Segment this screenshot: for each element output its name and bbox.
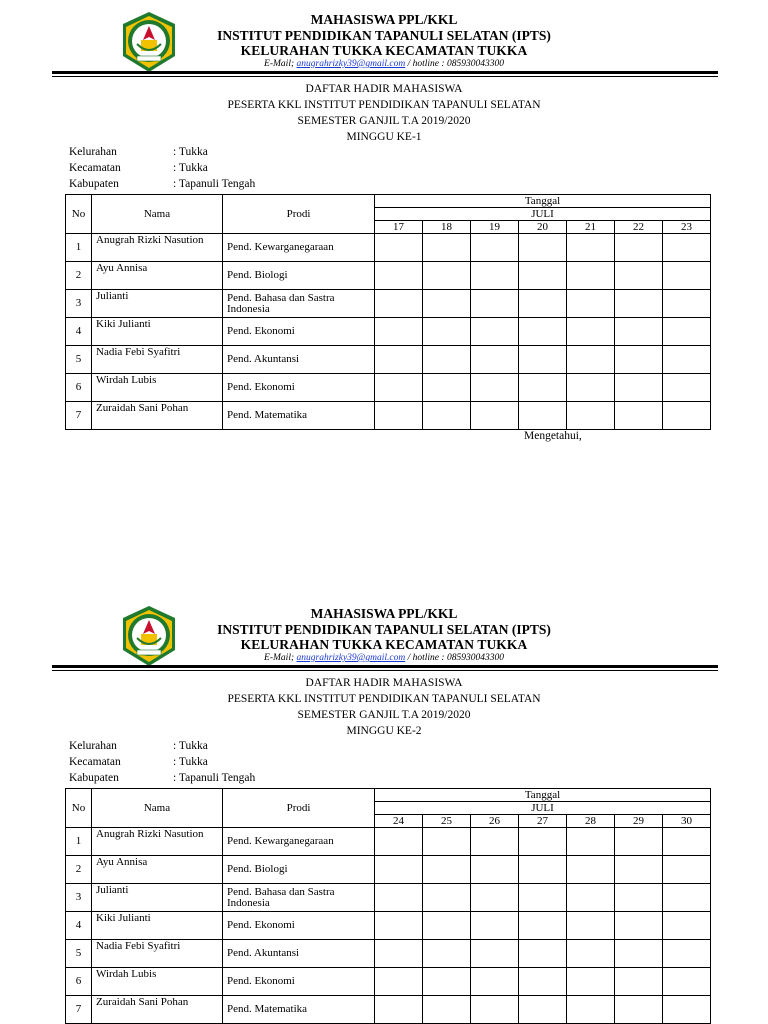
- table-row: 3 Julianti Pend. Bahasa dan Sastra Indonesia: [66, 884, 711, 912]
- sheet-title: DAFTAR HADIR MAHASISWA: [305, 83, 463, 95]
- attendance-cell: [471, 234, 519, 262]
- attendance-cell: [663, 402, 711, 430]
- attendance-cell: [567, 856, 615, 884]
- email-link[interactable]: anugrahrizky39@gmail.com: [296, 59, 406, 69]
- attendance-cell: [567, 402, 615, 430]
- info-kecamatan: Kecamatan : Tukka: [69, 162, 208, 174]
- attendance-cell: [567, 912, 615, 940]
- attendance-cell: [375, 262, 423, 290]
- sheet-week: MINGGU KE-1: [346, 131, 422, 143]
- attendance-cell: [375, 856, 423, 884]
- letterhead-contact: E-Mail; anugrahrizky39@gmail.com / hotline : 085930043300: [264, 653, 504, 663]
- attendance-cell: [471, 996, 519, 1024]
- date-cell: 26: [471, 815, 519, 828]
- letterhead-rule: [52, 665, 718, 668]
- attendance-cell: [423, 828, 471, 856]
- attendance-cell: [615, 968, 663, 996]
- attendance-cell: [567, 290, 615, 318]
- table-row: 4 Kiki Julianti Pend. Ekonomi: [66, 912, 711, 940]
- sheet-week: MINGGU KE-2: [346, 725, 422, 737]
- attendance-cell: [615, 262, 663, 290]
- attendance-cell: [519, 884, 567, 912]
- info-kabupaten: Kabupaten : Tapanuli Tengah: [69, 772, 256, 784]
- attendance-cell: [471, 402, 519, 430]
- attendance-cell: [423, 262, 471, 290]
- header-bulan: JULI: [375, 802, 711, 815]
- sheet-semester: SEMESTER GANJIL T.A 2019/2020: [297, 115, 471, 127]
- sheet-subtitle: PESERTA KKL INSTITUT PENDIDIKAN TAPANULI SELATAN: [227, 693, 541, 705]
- attendance-cell: [471, 968, 519, 996]
- attendance-cell: [663, 318, 711, 346]
- attendance-cell: [615, 884, 663, 912]
- attendance-cell: [471, 884, 519, 912]
- attendance-cell: [519, 318, 567, 346]
- attendance-cell: [663, 856, 711, 884]
- attendance-cell: [471, 374, 519, 402]
- attendance-cell: [663, 346, 711, 374]
- header-nama: Nama: [92, 789, 223, 828]
- attendance-cell: [663, 884, 711, 912]
- attendance-cell: [471, 912, 519, 940]
- attendance-cell: [519, 374, 567, 402]
- date-cell: 22: [615, 221, 663, 234]
- attendance-cell: [375, 346, 423, 374]
- attendance-cell: [567, 318, 615, 346]
- date-cell: 17: [375, 221, 423, 234]
- attendance-cell: [423, 346, 471, 374]
- header-no: No: [66, 789, 92, 828]
- attendance-cell: [519, 402, 567, 430]
- attendance-cell: [567, 374, 615, 402]
- date-cell: 23: [663, 221, 711, 234]
- sheet-subtitle: PESERTA KKL INSTITUT PENDIDIKAN TAPANULI SELATAN: [227, 99, 541, 111]
- attendance-cell: [567, 884, 615, 912]
- letterhead-line-1: MAHASISWA PPL/KKL: [310, 606, 458, 621]
- header-no: No: [66, 195, 92, 234]
- attendance-cell: [615, 402, 663, 430]
- table-row: 1 Anugrah Rizki Nasution Pend. Kewarganegaraan: [66, 234, 711, 262]
- attendance-cell: [423, 318, 471, 346]
- attendance-cell: [615, 828, 663, 856]
- attendance-cell: [615, 234, 663, 262]
- letterhead-line-2: INSTITUT PENDIDIKAN TAPANULI SELATAN (IPTS): [217, 622, 551, 637]
- attendance-cell: [423, 968, 471, 996]
- attendance-cell: [663, 968, 711, 996]
- letterhead-line-3: KELURAHAN TUKKA KECAMATAN TUKKA: [240, 43, 528, 58]
- date-cell: 27: [519, 815, 567, 828]
- attendance-cell: [519, 912, 567, 940]
- attendance-cell: [375, 940, 423, 968]
- date-cell: 20: [519, 221, 567, 234]
- table-row: 6 Wirdah Lubis Pend. Ekonomi: [66, 968, 711, 996]
- letterhead-line-2: INSTITUT PENDIDIKAN TAPANULI SELATAN (IPTS): [217, 28, 551, 43]
- attendance-cell: [471, 828, 519, 856]
- table-row: 5 Nadia Febi Syafitri Pend. Akuntansi: [66, 940, 711, 968]
- attendance-cell: [519, 290, 567, 318]
- attendance-cell: [663, 234, 711, 262]
- attendance-cell: [663, 996, 711, 1024]
- attendance-cell: [519, 234, 567, 262]
- attendance-cell: [615, 374, 663, 402]
- attendance-cell: [615, 318, 663, 346]
- date-cell: 29: [615, 815, 663, 828]
- attendance-cell: [471, 856, 519, 884]
- table-row: 1 Anugrah Rizki Nasution Pend. Kewarganegaraan: [66, 828, 711, 856]
- attendance-cell: [375, 912, 423, 940]
- table-row: 7 Zuraidah Sani Pohan Pend. Matematika: [66, 996, 711, 1024]
- attendance-cell: [567, 262, 615, 290]
- table-row: 6 Wirdah Lubis Pend. Ekonomi: [66, 374, 711, 402]
- attendance-cell: [615, 856, 663, 884]
- signature-label: Mengetahui,: [524, 430, 582, 442]
- attendance-cell: [375, 318, 423, 346]
- attendance-cell: [519, 968, 567, 996]
- attendance-cell: [423, 940, 471, 968]
- header-prodi: Prodi: [223, 195, 375, 234]
- attendance-cell: [423, 856, 471, 884]
- date-cell: 30: [663, 815, 711, 828]
- attendance-cell: [663, 374, 711, 402]
- attendance-cell: [375, 884, 423, 912]
- attendance-cell: [471, 940, 519, 968]
- sheet-semester: SEMESTER GANJIL T.A 2019/2020: [297, 709, 471, 721]
- attendance-cell: [423, 234, 471, 262]
- letterhead-rule-thin: [52, 670, 718, 671]
- attendance-cell: [615, 940, 663, 968]
- letterhead-line-1: MAHASISWA PPL/KKL: [310, 12, 458, 27]
- attendance-cell: [663, 262, 711, 290]
- attendance-cell: [519, 828, 567, 856]
- header-tanggal: Tanggal: [375, 789, 711, 802]
- attendance-cell: [375, 234, 423, 262]
- attendance-cell: [615, 912, 663, 940]
- attendance-cell: [423, 290, 471, 318]
- header-tanggal: Tanggal: [375, 195, 711, 208]
- date-cell: 19: [471, 221, 519, 234]
- info-kelurahan: Kelurahan : Tukka: [69, 740, 208, 752]
- attendance-cell: [567, 940, 615, 968]
- attendance-cell: [519, 996, 567, 1024]
- attendance-table: [65, 194, 711, 430]
- attendance-cell: [423, 996, 471, 1024]
- attendance-cell: [615, 996, 663, 1024]
- attendance-cell: [567, 828, 615, 856]
- date-cell: 21: [567, 221, 615, 234]
- attendance-cell: [471, 262, 519, 290]
- attendance-cell: [375, 828, 423, 856]
- date-cell: 28: [567, 815, 615, 828]
- attendance-cell: [375, 402, 423, 430]
- attendance-cell: [423, 374, 471, 402]
- attendance-cell: [519, 262, 567, 290]
- attendance-cell: [423, 884, 471, 912]
- header-nama: Nama: [92, 195, 223, 234]
- table-row: 5 Nadia Febi Syafitri Pend. Akuntansi: [66, 346, 711, 374]
- attendance-cell: [567, 346, 615, 374]
- table-row: 3 Julianti Pend. Bahasa dan Sastra Indonesia: [66, 290, 711, 318]
- attendance-cell: [615, 346, 663, 374]
- attendance-table: [65, 788, 711, 1024]
- header-prodi: Prodi: [223, 789, 375, 828]
- attendance-cell: [375, 968, 423, 996]
- attendance-cell: [567, 996, 615, 1024]
- letterhead-line-3: KELURAHAN TUKKA KECAMATAN TUKKA: [240, 637, 528, 652]
- attendance-cell: [663, 940, 711, 968]
- attendance-cell: [567, 234, 615, 262]
- table-row: 4 Kiki Julianti Pend. Ekonomi: [66, 318, 711, 346]
- table-row: 2 Ayu Annisa Pend. Biologi: [66, 262, 711, 290]
- date-cell: 25: [423, 815, 471, 828]
- letterhead-rule-thin: [52, 76, 718, 77]
- table-row: 7 Zuraidah Sani Pohan Pend. Matematika: [66, 402, 711, 430]
- info-kecamatan: Kecamatan : Tukka: [69, 756, 208, 768]
- date-cell: 24: [375, 815, 423, 828]
- attendance-cell: [567, 968, 615, 996]
- info-kelurahan: Kelurahan : Tukka: [69, 146, 208, 158]
- attendance-cell: [663, 828, 711, 856]
- letterhead-rule: [52, 71, 718, 74]
- attendance-cell: [615, 290, 663, 318]
- attendance-cell: [375, 290, 423, 318]
- email-link[interactable]: anugrahrizky39@gmail.com: [296, 653, 406, 663]
- header-bulan: JULI: [375, 208, 711, 221]
- attendance-cell: [471, 318, 519, 346]
- attendance-cell: [663, 290, 711, 318]
- info-kabupaten: Kabupaten : Tapanuli Tengah: [69, 178, 256, 190]
- attendance-cell: [423, 402, 471, 430]
- sheet-title: DAFTAR HADIR MAHASISWA: [305, 677, 463, 689]
- attendance-cell: [663, 912, 711, 940]
- attendance-cell: [423, 912, 471, 940]
- letterhead-contact: E-Mail; anugrahrizky39@gmail.com / hotline : 085930043300: [264, 59, 504, 69]
- attendance-cell: [471, 290, 519, 318]
- attendance-cell: [519, 346, 567, 374]
- attendance-cell: [519, 940, 567, 968]
- attendance-cell: [471, 346, 519, 374]
- attendance-cell: [375, 996, 423, 1024]
- attendance-cell: [519, 856, 567, 884]
- date-cell: 18: [423, 221, 471, 234]
- table-row: 2 Ayu Annisa Pend. Biologi: [66, 856, 711, 884]
- attendance-cell: [375, 374, 423, 402]
